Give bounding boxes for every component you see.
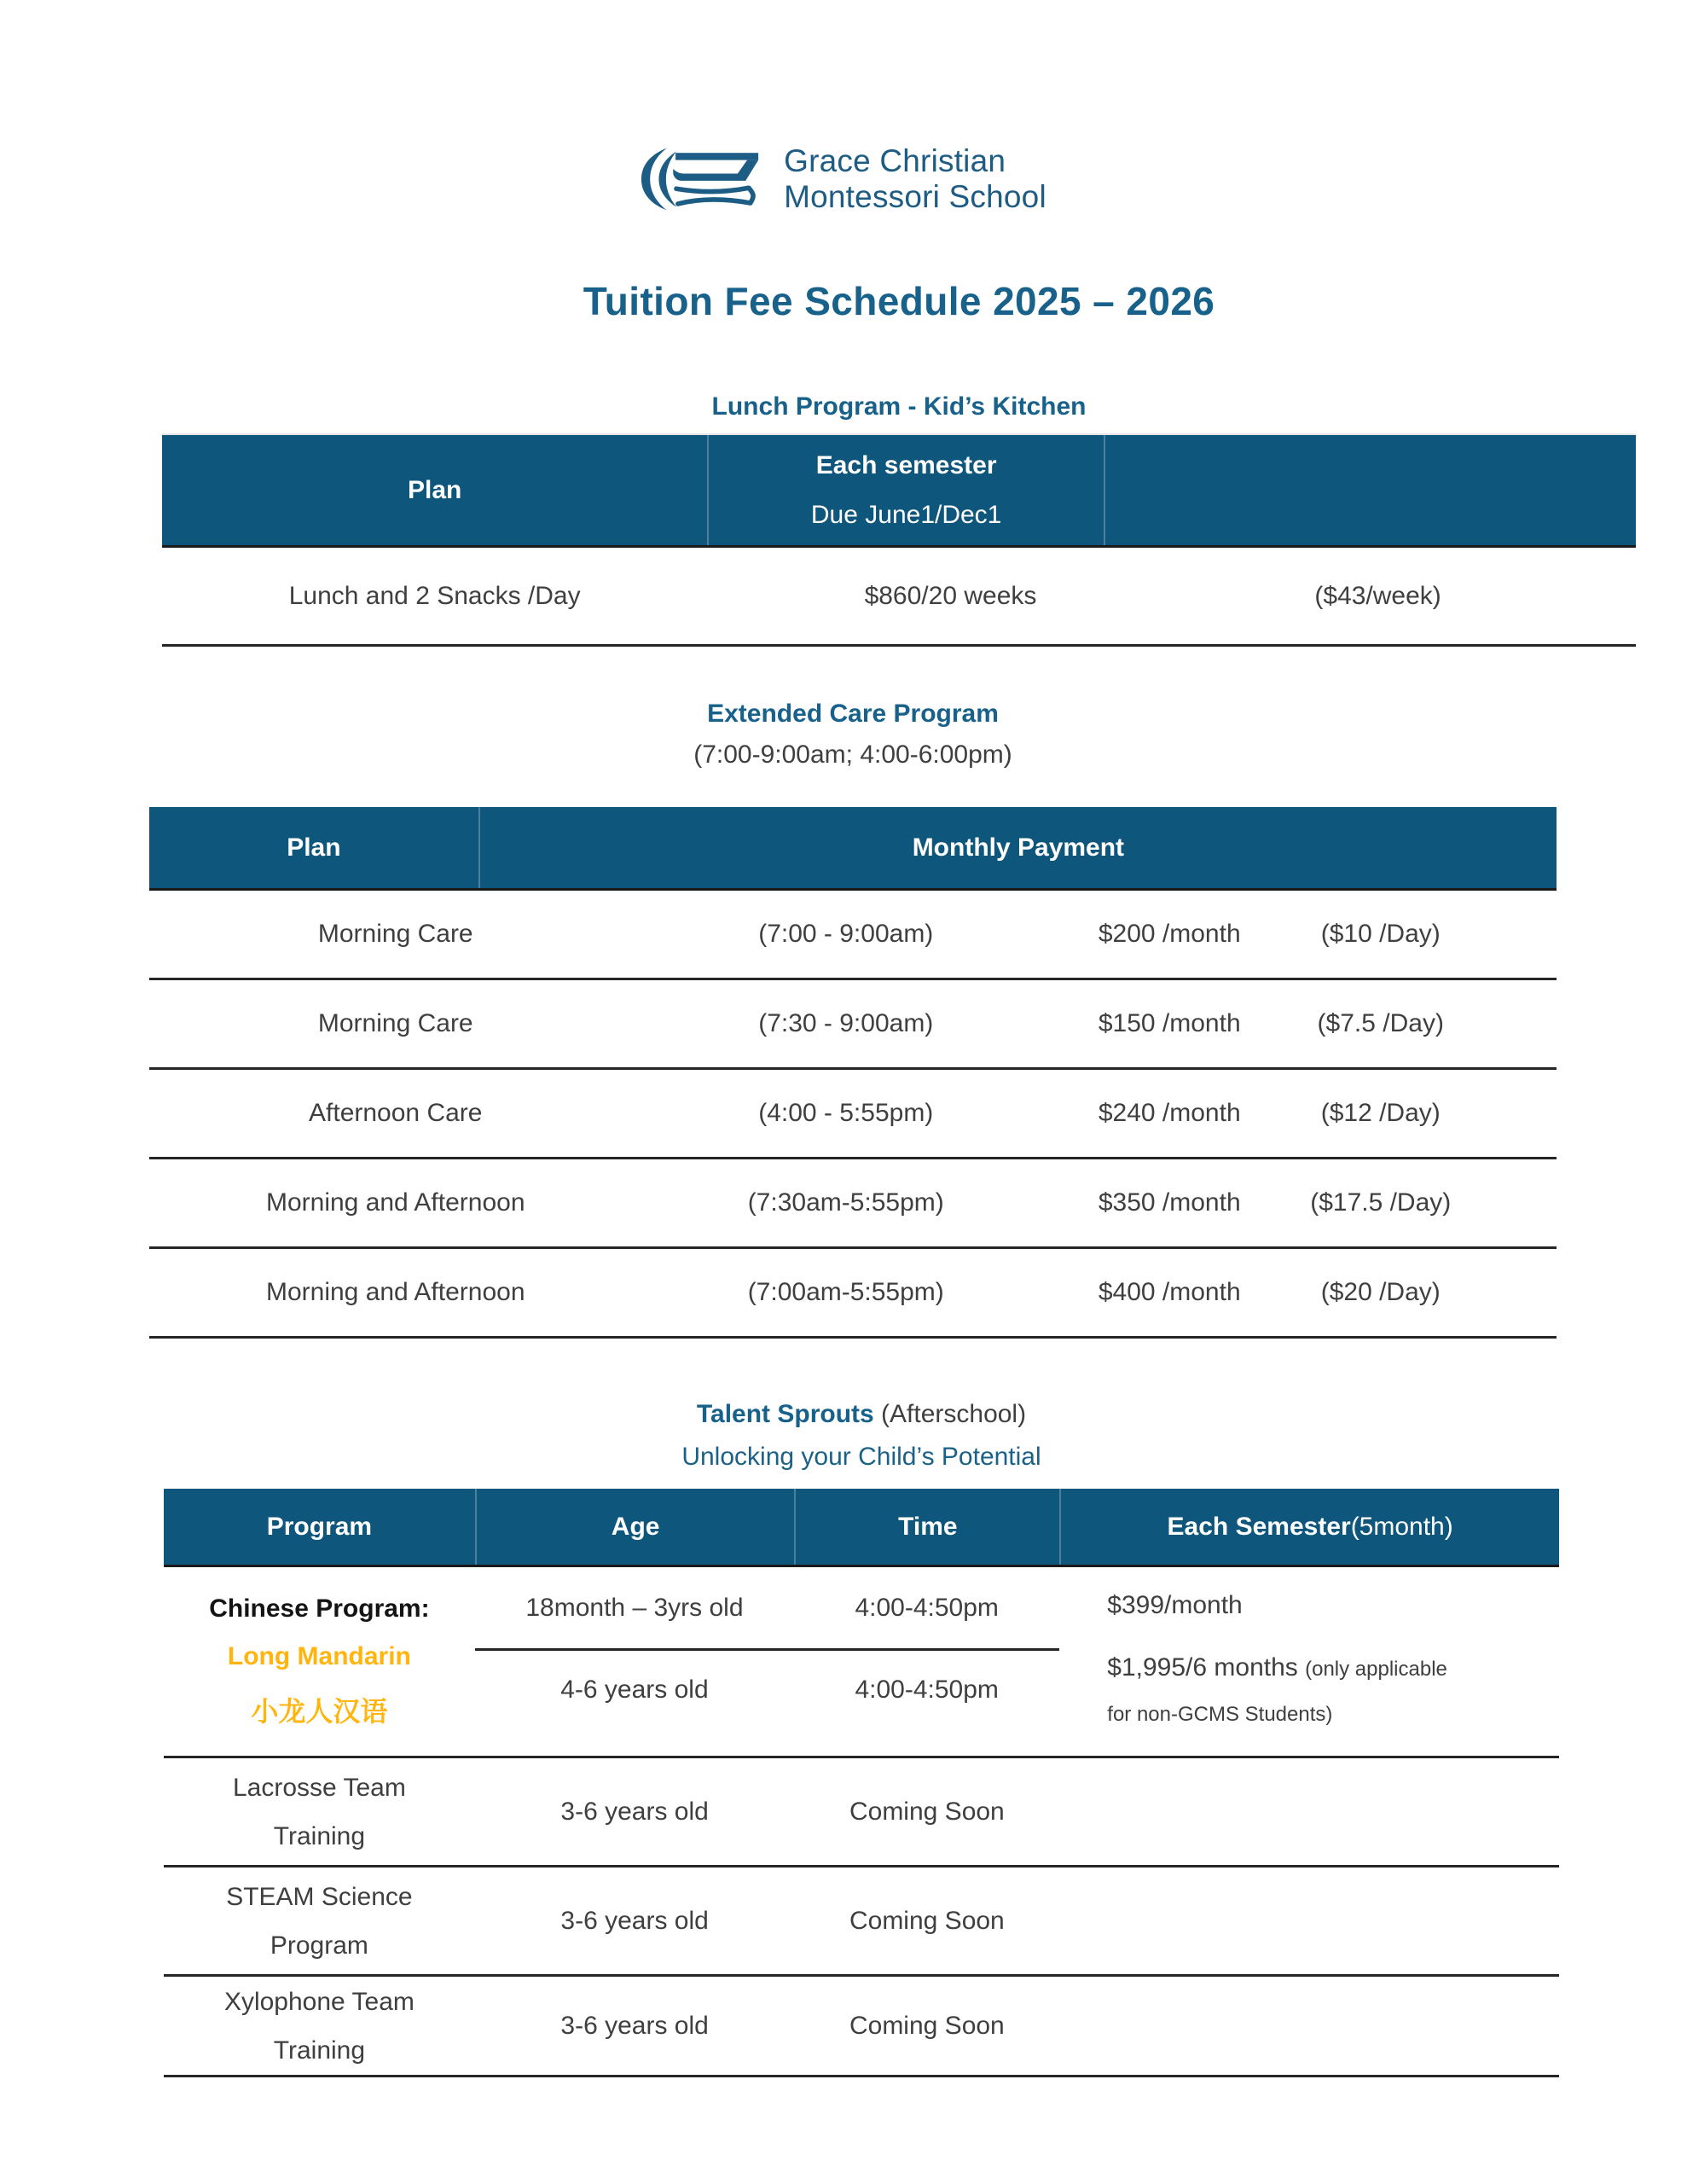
extended-care-table [149,807,1557,1339]
time-cell: Coming Soon [849,1797,1005,1826]
school-name-line1: Grace Christian [784,142,1006,178]
talent-header-semester-bold: Each Semester [1167,1512,1351,1541]
chinese-program-subtitle-zh: 小龙人汉语 [251,1695,388,1727]
daily-price-cell: ($17.5 /Day) [1310,1188,1452,1217]
plan-cell: Morning and Afternoon [265,1188,525,1217]
talent-program-row [164,1758,1559,1867]
time-cell: 4:00-4:50pm [855,1593,999,1622]
lunch-header-semester [707,435,1105,545]
school-logo-book-icon [641,145,760,213]
program-name-line1: Xylophone Team [223,1987,415,2016]
lunch-heading: Lunch Program - Kid’s Kitchen [711,392,1087,421]
lunch-row-semester-price: $860/20 weeks [864,581,1037,610]
program-name-line2: Training [273,2036,366,2065]
extended-header-plan: Plan [149,807,480,888]
talent-header-time: Time [794,1489,1059,1565]
semester-price-note-line1: (only applicable [1305,1658,1447,1681]
talent-header-program: Program [266,1512,373,1541]
talent-heading-bold: Talent Sprouts [696,1400,874,1428]
program-name-line1: Lacrosse Team [232,1773,406,1802]
age-cell: 3-6 years old [560,1797,709,1826]
talent-program-row [164,1977,1559,2077]
time-cell: (4:00 - 5:55pm) [758,1099,934,1127]
talent-sprouts-table [164,1489,1559,2077]
program-name-line2: Program [270,1931,368,1960]
lunch-row-plan: Lunch and 2 Snacks /Day [288,581,581,610]
age-cell: 3-6 years old [560,2011,709,2040]
extended-care-heading: Extended Care Program [707,700,999,728]
time-cell: (7:30am-5:55pm) [747,1188,944,1217]
talent-heading-afterschool: (Afterschool) [873,1400,1027,1428]
talent-sprouts-section [0,1400,1687,2077]
daily-price-cell: ($7.5 /Day) [1317,1009,1444,1037]
chinese-program-title: Chinese Program: [209,1594,430,1623]
lunch-header-blank-cell [1105,435,1636,545]
extended-care-header-row [149,807,1557,891]
program-cell [164,1873,475,1970]
chinese-program-subrow [475,1567,1059,1648]
plan-cell: Morning and Afternoon [265,1278,525,1306]
time-cell: Coming Soon [849,2011,1005,2040]
semester-price-note-line2: for non-GCMS Students) [1107,1702,1333,1726]
chinese-program-row [164,1567,1559,1758]
age-cell: 3-6 years old [560,1906,709,1935]
program-name-line2: Training [273,1821,366,1850]
daily-price-cell: ($12 /Day) [1320,1099,1441,1127]
lunch-program-section [0,392,1687,647]
daily-price-cell: ($10 /Day) [1320,920,1441,948]
monthly-price-cell: $400 /month [1098,1278,1241,1306]
chinese-program-semester-price [1107,1646,1539,1735]
monthly-price-cell: $150 /month [1098,1009,1241,1037]
lunch-row-weekly-price: ($43/week) [1314,581,1441,610]
time-cell: Coming Soon [849,1906,1005,1935]
lunch-table [162,433,1636,647]
talent-header-semester [1059,1489,1559,1565]
school-name-line2: Montessori School [784,179,1046,214]
program-name-line1: STEAM Science [226,1882,413,1911]
extended-care-row [149,1070,1557,1159]
semester-price-amount: $1,995/6 months [1107,1653,1306,1682]
extended-care-row [149,980,1557,1070]
plan-cell: Afternoon Care [309,1099,483,1127]
monthly-price-cell: $350 /month [1098,1188,1241,1217]
lunch-header-plan: Plan [408,475,462,504]
extended-care-row [149,1249,1557,1339]
extended-care-row [149,1159,1557,1249]
plan-cell: Morning Care [317,920,473,948]
chinese-program-subtitle: Long Mandarin [227,1641,411,1670]
time-cell: (7:30 - 9:00am) [758,1009,934,1037]
school-logo [0,143,1687,215]
age-cell: 4-6 years old [560,1676,709,1704]
time-cell: (7:00am-5:55pm) [747,1278,944,1306]
talent-sprouts-tagline: Unlocking your Child’s Potential [681,1443,1041,1471]
talent-sprouts-heading [164,1400,1559,1429]
lunch-header-semester-line2: Due June1/Dec1 [810,500,1002,529]
school-logo-text [784,143,1046,215]
program-cell [164,1763,475,1861]
chinese-program-cell [164,1567,475,1756]
time-cell: 4:00-4:50pm [855,1676,999,1704]
plan-cell: Morning Care [317,1009,473,1037]
monthly-price-cell: $200 /month [1098,920,1241,948]
extended-care-hours: (7:00-9:00am; 4:00-6:00pm) [693,741,1012,769]
lunch-table-header-row [162,435,1636,548]
daily-price-cell: ($20 /Day) [1320,1278,1441,1306]
extended-header-monthly-payment: Monthly Payment [912,833,1125,862]
page-title: Tuition Fee Schedule 2025 – 2026 [583,279,1215,323]
chinese-program-subrow [475,1648,1059,1729]
chinese-program-monthly-price: $399/month [1107,1591,1243,1619]
talent-table-header-row [164,1489,1559,1567]
extended-care-row [149,891,1557,980]
chinese-program-age-time [475,1567,1059,1756]
program-cell [164,1978,475,2075]
monthly-price-cell: $240 /month [1098,1099,1241,1127]
talent-program-row [164,1867,1559,1977]
talent-header-semester-note: (5month) [1350,1512,1453,1541]
chinese-program-price-cell [1059,1567,1559,1756]
talent-header-age: Age [475,1489,795,1565]
extended-care-section [0,700,1687,1339]
time-cell: (7:00 - 9:00am) [758,920,934,948]
lunch-table-row [162,548,1636,647]
lunch-header-semester-line1: Each semester [815,450,997,479]
age-cell: 18month – 3yrs old [525,1593,744,1622]
